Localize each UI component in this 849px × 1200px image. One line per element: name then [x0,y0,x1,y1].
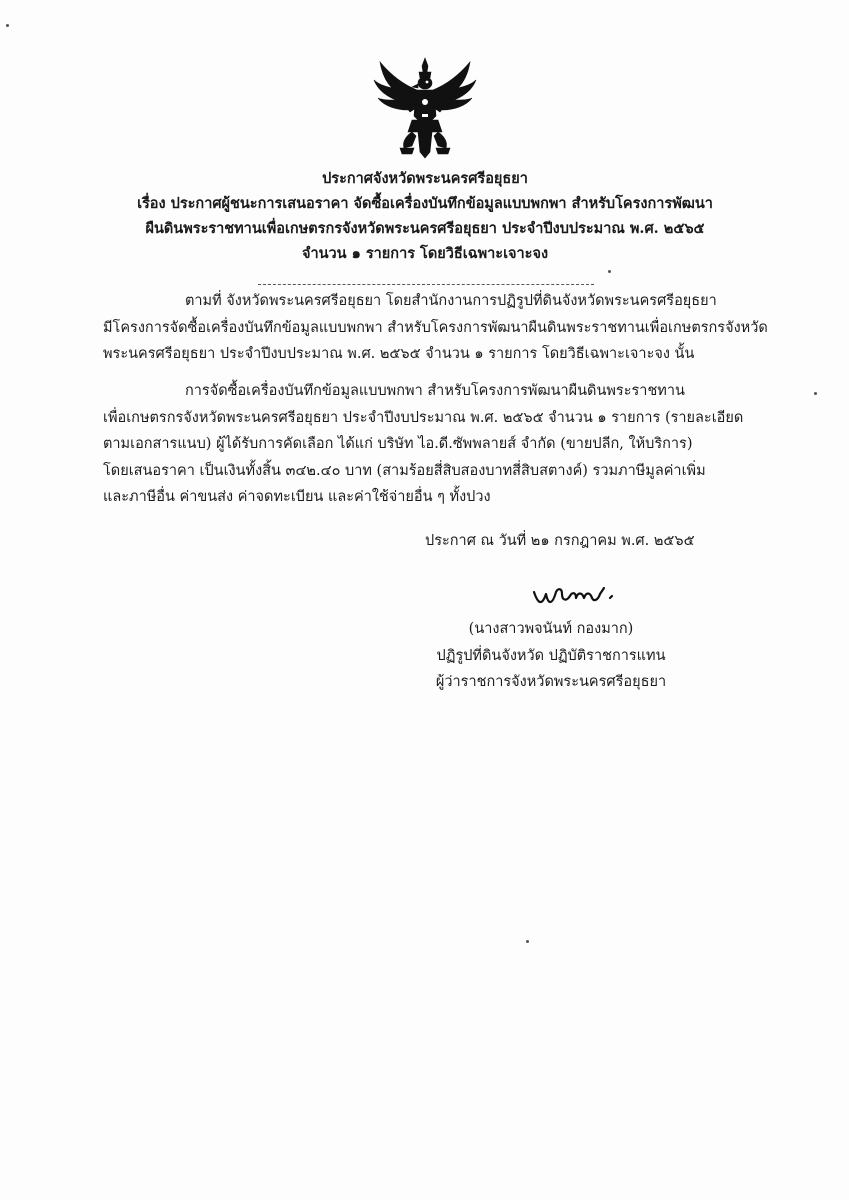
scan-speck [814,392,817,395]
paragraph-line: ตามที่ จังหวัดพระนครศรีอยุธยา โดยสำนักงานการปฏิรูปที่ดินจังหวัดพระนครศรีอยุธยา [185,293,717,309]
subject-line: เรื่อง ประกาศผู้ชนะการเสนอราคา จัดซื้อเครื่องบันทึกข้อมูลแบบพกพา สำหรับโครงการพัฒนา [137,195,713,212]
paragraph-line: การจัดซื้อเครื่องบันทึกข้อมูลแบบพกพา สำหรับโครงการพัฒนาผืนดินพระราชทาน [185,383,685,399]
subject-line-quantity: จำนวน ๑ รายการ โดยวิธีเฉพาะเจาะจง [301,245,549,262]
paragraph-line: พระนครศรีอยุธยา ประจำปีงบประมาณ พ.ศ. ๒๕๖๕ จำนวน ๑ รายการ โดยวิธีเฉพาะเจาะจง นั้น [103,346,695,362]
paragraph-line: เพื่อเกษตรกรจังหวัดพระนครศรีอยุธยา ประจำปีงบประมาณ พ.ศ. ๒๕๖๕ จำนวน ๑ รายการ (รายละเอียด [103,409,744,426]
body-paragraph-2 [103,378,748,511]
signer-position: ปฏิรูปที่ดินจังหวัด ปฏิบัติราชการแทน [436,647,666,664]
scan-speck [6,24,9,27]
paragraph-line: และภาษีอื่น ค่าขนส่ง ค่าจดทะเบียน และค่าใช้จ่ายอื่น ๆ ทั้งปวง [103,489,491,505]
header-divider [258,284,594,285]
scan-speck [608,270,611,273]
announcement-date: ประกาศ ณ วันที่ ๒๑ กรกฎาคม พ.ศ. ๒๕๖๕ [425,533,695,549]
announcement-heading: ประกาศจังหวัดพระนครศรีอยุธยา [322,170,528,187]
paragraph-line: มีโครงการจัดซื้อเครื่องบันทึกข้อมูลแบบพกพา สำหรับโครงการพัฒนาผืนดินพระราชทานเพื่อเกษตรกรจังหวัด [103,319,768,336]
signer-block [396,616,706,696]
garuda-emblem-icon [372,56,478,160]
paragraph-line: ตามเอกสารแนบ) ผู้ได้รับการคัดเลือก ได้แก่ บริษัท ไอ.ดี.ซัพพลายส์ จำกัด (ขายปลีก, ให้บริการ) [103,436,693,452]
paragraph-line: โดยเสนอราคา เป็นเงินทั้งสิ้น ๓๔๒.๔๐ บาท (สามร้อยสี่สิบสองบาทสี่สิบสตางค์) รวมภาษีมูลค่าเพิ่ม [103,462,706,479]
subject-line-continued: ผืนดินพระราชทานเพื่อเกษตรกรจังหวัดพระนครศรีอยุธยา ประจำปีงบประมาณ พ.ศ. ๒๕๖๕ [145,220,705,237]
signer-name: (นางสาวพจนันท์ กองมาก) [468,621,634,637]
body-paragraph-1 [103,288,768,368]
document-title-block [100,166,750,266]
scan-speck [526,940,529,943]
signer-on-behalf: ผู้ว่าราชการจังหวัดพระนครศรีอยุธยา [435,674,667,690]
handwritten-signature-icon [528,578,628,612]
